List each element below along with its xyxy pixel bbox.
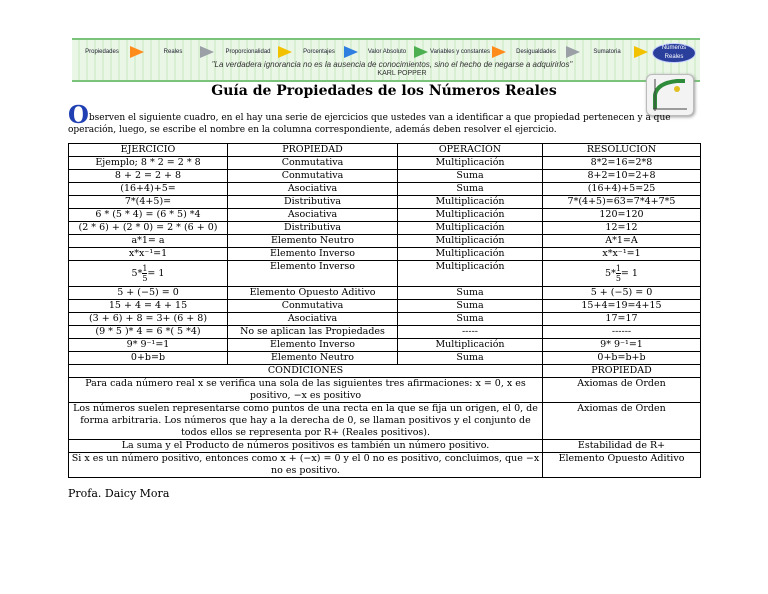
- properties-table: [68, 143, 701, 478]
- column-header: PROPIEDAD: [543, 365, 701, 378]
- property-cell: Asociativa: [228, 209, 398, 222]
- fraction-denominator: 5: [142, 274, 148, 283]
- property-cell: Asociativa: [228, 183, 398, 196]
- exercise-cell: 6 * (5 * 4) = (6 * 5) *4: [69, 209, 228, 222]
- condition-row: [69, 453, 701, 478]
- column-header: RESOLUCION: [543, 144, 701, 157]
- arrow-right-icon: [414, 46, 428, 58]
- resolution-cell: A*1=A: [543, 235, 701, 248]
- property-cell: Elemento Inverso: [228, 248, 398, 261]
- operation-cell: Multiplicación: [398, 209, 543, 222]
- operation-cell: Multiplicación: [398, 235, 543, 248]
- exercise-cell: (2 * 6) + (2 * 0) = 2 * (6 + 0): [69, 222, 228, 235]
- table-row: [69, 183, 701, 196]
- resolution-cell: 9* 9⁻¹=1: [543, 339, 701, 352]
- property-cell: Elemento Neutro: [228, 352, 398, 365]
- table-row: [69, 157, 701, 170]
- operation-cell: Suma: [398, 313, 543, 326]
- banner-node: Reales: [163, 49, 183, 55]
- exercise-cell: [69, 261, 228, 287]
- arrow-right-icon: [200, 46, 214, 58]
- fraction-suffix: = 1: [147, 268, 165, 279]
- property-cell: Elemento Inverso: [228, 261, 398, 287]
- property-cell: Distributiva: [228, 196, 398, 209]
- exercise-cell: 9* 9⁻¹=1: [69, 339, 228, 352]
- condition-row: [69, 378, 701, 403]
- arrow-right-icon: [278, 46, 292, 58]
- column-header: PROPIEDAD: [228, 144, 398, 157]
- property-cell: No se aplican las Propiedades: [228, 326, 398, 339]
- exercise-cell: 15 + 4 = 4 + 15: [69, 300, 228, 313]
- arrow-right-icon: [130, 46, 144, 58]
- resolution-cell: 7*(4+5)=63=7*4+7*5: [543, 196, 701, 209]
- arrow-right-icon: [634, 46, 648, 58]
- property-cell: Elemento Opuesto Aditivo: [228, 287, 398, 300]
- property-cell: Asociativa: [228, 313, 398, 326]
- property-cell: Elemento Opuesto Aditivo: [543, 453, 701, 478]
- exercise-cell: 0+b=b: [69, 352, 228, 365]
- banner-quote: "La verdadera ignorancia no es la ausencia de conocimientos, sino el hecho de negarse a adquirirlos": [211, 60, 573, 69]
- arrow-right-icon: [566, 46, 580, 58]
- header-banner: [72, 38, 700, 82]
- table-row: [69, 196, 701, 209]
- fraction-numerator: 1: [615, 264, 621, 273]
- exercise-cell: (16+4)+5=: [69, 183, 228, 196]
- teacher-signature: Profa. Daicy Mora: [68, 487, 170, 500]
- operation-cell: Multiplicación: [398, 248, 543, 261]
- instructions-text: bserven el siguiente cuadro, en el hay una serie de ejercicios que ustedes van a identificar a que propiedad pertenecen y a que operación, luego, se escribe el nombre en la columna correspondiente, además deben resolver el ejercicio.: [68, 113, 671, 135]
- exercise-cell: 5 + (−5) = 0: [69, 287, 228, 300]
- condition-cell: La suma y el Producto de números positivos es también un número positivo.: [69, 440, 543, 453]
- drop-cap: O: [68, 100, 89, 129]
- resolution-cell: ------: [543, 326, 701, 339]
- resolution-cell: 8*2=16=2*8: [543, 157, 701, 170]
- table-header-row: [69, 144, 701, 157]
- banner-node: Sumatoria: [593, 49, 621, 55]
- resolution-cell: [543, 261, 701, 287]
- table-row: [69, 261, 701, 287]
- banner-node: Variables y constantes: [430, 49, 490, 55]
- fraction-denominator: 5: [615, 274, 621, 283]
- property-cell: Estabilidad de R+: [543, 440, 701, 453]
- property-cell: Elemento Neutro: [228, 235, 398, 248]
- operation-cell: Suma: [398, 287, 543, 300]
- property-cell: Conmutativa: [228, 300, 398, 313]
- banner-node: Propiedades: [85, 49, 119, 55]
- property-cell: Axiomas de Orden: [543, 403, 701, 440]
- fraction-prefix: 5*: [605, 268, 616, 279]
- table-row: [69, 209, 701, 222]
- resolution-cell: x*x⁻¹=1: [543, 248, 701, 261]
- resolution-cell: 17=17: [543, 313, 701, 326]
- condition-row: [69, 403, 701, 440]
- conditions-header-row: [69, 365, 701, 378]
- operation-cell: Multiplicación: [398, 339, 543, 352]
- property-cell: Distributiva: [228, 222, 398, 235]
- resolution-cell: 0+b=b+b: [543, 352, 701, 365]
- operation-cell: Multiplicación: [398, 196, 543, 209]
- banner-quote-author: KARL POPPER: [377, 70, 427, 77]
- banner-node: Porcentajes: [303, 49, 335, 55]
- condition-cell: Si x es un número positivo, entonces como x + (−x) = 0 y el 0 no es positivo, concluimos, que −x no es positivo.: [69, 453, 543, 478]
- operation-cell: Multiplicación: [398, 222, 543, 235]
- banner-node: Desigualdades: [516, 49, 556, 55]
- page-title: Guía de Propiedades de los Números Reales: [211, 83, 557, 99]
- table-row: [69, 326, 701, 339]
- fraction-numerator: 1: [142, 264, 148, 273]
- operation-cell: Suma: [398, 352, 543, 365]
- operation-cell: Suma: [398, 183, 543, 196]
- operation-cell: Multiplicación: [398, 157, 543, 170]
- property-cell: Axiomas de Orden: [543, 378, 701, 403]
- resolution-cell: 15+4=19=4+15: [543, 300, 701, 313]
- property-cell: Conmutativa: [228, 170, 398, 183]
- resolution-cell: (16+4)+5=25: [543, 183, 701, 196]
- condition-row: [69, 440, 701, 453]
- exercise-cell: x*x⁻¹=1: [69, 248, 228, 261]
- banner-node: Proporcionalidad: [225, 49, 271, 55]
- property-cell: Elemento Inverso: [228, 339, 398, 352]
- table-row: [69, 222, 701, 235]
- exercise-cell: (9 * 5 )* 4 = 6 *( 5 *4): [69, 326, 228, 339]
- column-header: OPERACIÓN: [398, 144, 543, 157]
- operation-cell: Multiplicación: [398, 261, 543, 287]
- fraction-prefix: 5*: [131, 268, 143, 279]
- operation-cell: -----: [398, 326, 543, 339]
- numeros-reales-logo: Números Reales: [652, 43, 696, 63]
- condition-cell: Los números suelen representarse como puntos de una recta en la que se fija un origen, el 0, de forma arbitraria. Los números que hay a la derecha de 0, se llaman positivos y el conjunto de todos ellos se representa por R+ (Reales positivos).: [69, 403, 543, 440]
- table-row: [69, 300, 701, 313]
- resolution-cell: 12=12: [543, 222, 701, 235]
- exercise-cell: a*1= a: [69, 235, 228, 248]
- exercise-cell: 7*(4+5)=: [69, 196, 228, 209]
- instructions-paragraph: [68, 100, 700, 136]
- fraction-suffix: = 1: [620, 268, 638, 279]
- property-cell: Conmutativa: [228, 157, 398, 170]
- operation-cell: Suma: [398, 170, 543, 183]
- table-row: [69, 170, 701, 183]
- exercise-cell: Ejemplo; 8 * 2 = 2 * 8: [69, 157, 228, 170]
- arrow-right-icon: [344, 46, 358, 58]
- table-row: [69, 339, 701, 352]
- banner-node: Valor Absoluto: [367, 49, 407, 55]
- table-row: [69, 352, 701, 365]
- table-row: [69, 313, 701, 326]
- table-row: [69, 235, 701, 248]
- resolution-cell: 120=120: [543, 209, 701, 222]
- resolution-cell: 8+2=10=2+8: [543, 170, 701, 183]
- condition-cell: Para cada número real x se verifica una sola de las siguientes tres afirmaciones: x = 0, x es positivo, −x es positivo: [69, 378, 543, 403]
- exercise-cell: 8 + 2 = 2 + 8: [69, 170, 228, 183]
- table-row: [69, 287, 701, 300]
- resolution-cell: 5 + (−5) = 0: [543, 287, 701, 300]
- column-header: CONDICIONES: [69, 365, 543, 378]
- exercise-cell: (3 + 6) + 8 = 3+ (6 + 8): [69, 313, 228, 326]
- table-row: [69, 248, 701, 261]
- operation-cell: Suma: [398, 300, 543, 313]
- arrow-right-icon: [492, 46, 506, 58]
- column-header: EJERCICIO: [69, 144, 228, 157]
